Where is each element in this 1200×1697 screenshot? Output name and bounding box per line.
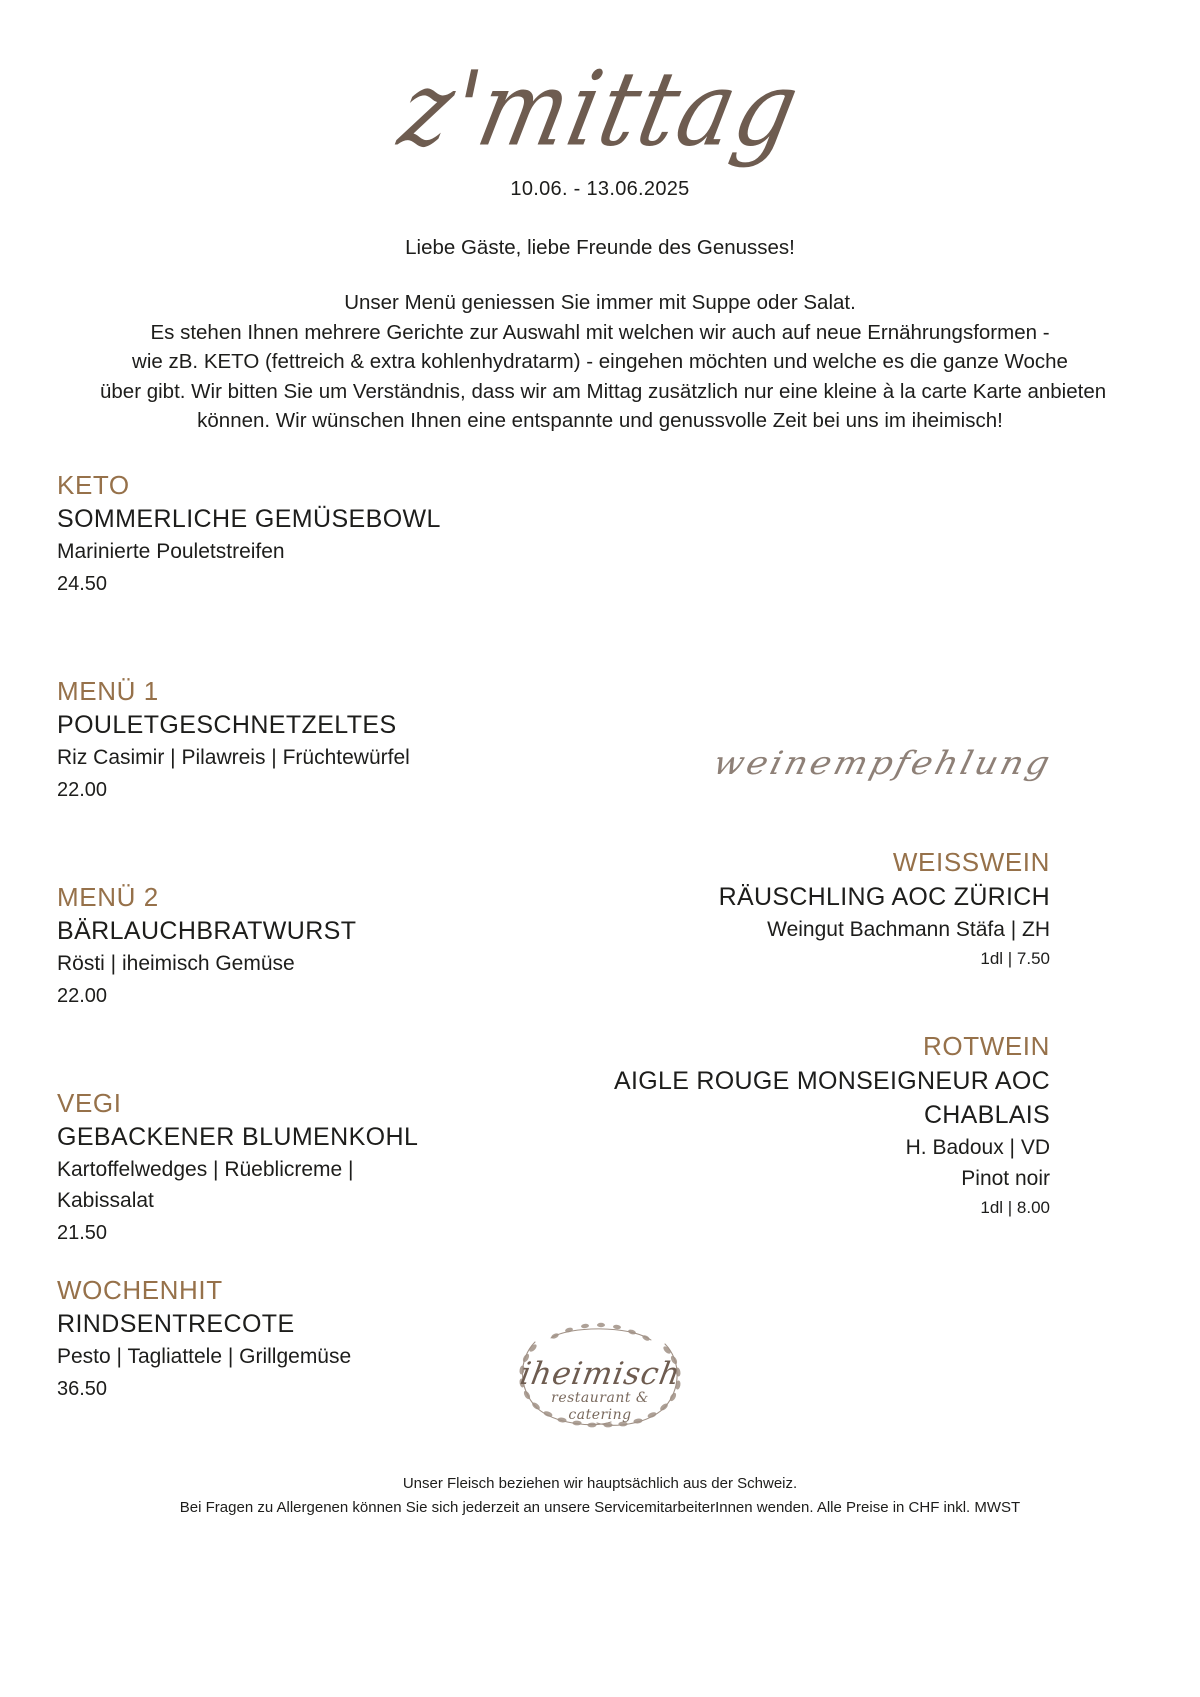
menu-item-menu-1 (57, 674, 577, 806)
wine-variety: Pinot noir (961, 1167, 1050, 1190)
footer-notes (0, 1472, 1200, 1520)
logo-subtitle-2: catering (568, 1407, 632, 1423)
menu-price: 36.50 (57, 1378, 108, 1400)
intro-line: können. Wir wünschen Ihnen eine entspannte und genussvolle Zeit bei uns im iheimisch! (197, 409, 1003, 432)
menu-category: KETO (57, 470, 130, 500)
menu-category: VEGI (57, 1088, 122, 1118)
intro-line: über gibt. Wir bitten Sie um Verständnis, dass wir am Mittag zusätzlich nur eine kleine à la carte Karte anbieten (100, 379, 1107, 403)
menu-price: 22.00 (57, 985, 108, 1007)
menu-description-cont: Kabissalat (57, 1189, 154, 1212)
menu-price: 24.50 (57, 573, 108, 595)
menu-category: MENÜ 1 (57, 676, 159, 706)
intro-line: Unser Menü geniessen Sie immer mit Suppe oder Salat. (344, 291, 856, 314)
menu-dish-name: RINDSENTRECOTE (57, 1310, 295, 1338)
menu-description: Rösti | iheimisch Gemüse (57, 952, 295, 975)
footer-line: Bei Fragen zu Allergenen können Sie sich jederzeit an unsere ServicemitarbeiterInnen wenden. Alle Preise in CHF inkl. MWST (179, 1499, 1021, 1516)
footer-line: Unser Fleisch beziehen wir hauptsächlich aus der Schweiz. (402, 1475, 798, 1492)
wine-category: WEISSWEIN (892, 847, 1050, 877)
menu-item-keto (57, 468, 577, 600)
wine-item-rotwein (530, 1029, 1050, 1222)
menu-description: Marinierte Pouletstreifen (57, 540, 285, 563)
spacer (57, 806, 577, 880)
intro-line: Es stehen Ihnen mehrere Gerichte zur Auswahl mit welchen wir auch auf neue Ernährungsformen - (150, 320, 1050, 344)
logo-subtitle-1: restaurant & (551, 1390, 649, 1406)
spacer (57, 600, 577, 674)
wine-name: RÄUSCHLING AOC ZÜRICH (718, 883, 1050, 911)
logo-wordmark: iheimisch (516, 1356, 684, 1392)
menu-item-menu-2 (57, 880, 577, 1012)
spacer (57, 1249, 577, 1273)
menu-description: Pesto | Tagliattele | Grillgemüse (57, 1345, 352, 1368)
wine-item-weisswein (530, 845, 1050, 973)
wine-name: AIGLE ROUGE MONSEIGNEUR AOC (614, 1067, 1050, 1095)
wine-price: 1dl | 7.50 (980, 949, 1050, 968)
menu-dish-name: SOMMERLICHE GEMÜSEBOWL (57, 505, 441, 533)
date-range: 10.06. - 13.06.2025 (510, 178, 690, 200)
spacer (530, 973, 1050, 1029)
intro-paragraph (100, 288, 1107, 436)
menu-dish-name: GEBACKENER BLUMENKOHL (57, 1123, 419, 1151)
spacer (57, 1012, 577, 1086)
wine-price: 1dl | 8.00 (980, 1198, 1050, 1217)
page-title: z'mittag (390, 49, 810, 170)
menu-list (57, 468, 577, 1405)
menu-description: Riz Casimir | Pilawreis | Früchtewürfel (57, 746, 410, 769)
wine-producer: H. Badoux | VD (905, 1136, 1050, 1159)
wine-list (530, 735, 1050, 1222)
menu-category: MENÜ 2 (57, 882, 159, 912)
menu-category: WOCHENHIT (57, 1275, 223, 1305)
wine-category: ROTWEIN (923, 1031, 1050, 1061)
wine-producer: Weingut Bachmann Stäfa | ZH (767, 918, 1050, 941)
menu-item-vegi (57, 1086, 577, 1249)
menu-price: 22.00 (57, 779, 108, 801)
brand-logo (0, 1318, 1200, 1435)
menu-description: Kartoffelwedges | Rüeblicreme | (57, 1158, 354, 1181)
menu-price: 21.50 (57, 1222, 108, 1244)
wine-recommendation-heading: weinempfehlung (709, 745, 1057, 783)
menu-dish-name: BÄRLAUCHBRATWURST (57, 917, 357, 945)
wine-name-cont: CHABLAIS (923, 1101, 1050, 1129)
intro-line: wie zB. KETO (fettreich & extra kohlenhydratarm) - eingehen möchten und welche es die ganze Woche (132, 350, 1068, 373)
greeting-text: Liebe Gäste, liebe Freunde des Genusses! (405, 236, 795, 259)
menu-dish-name: POULETGESCHNETZELTES (57, 711, 397, 739)
